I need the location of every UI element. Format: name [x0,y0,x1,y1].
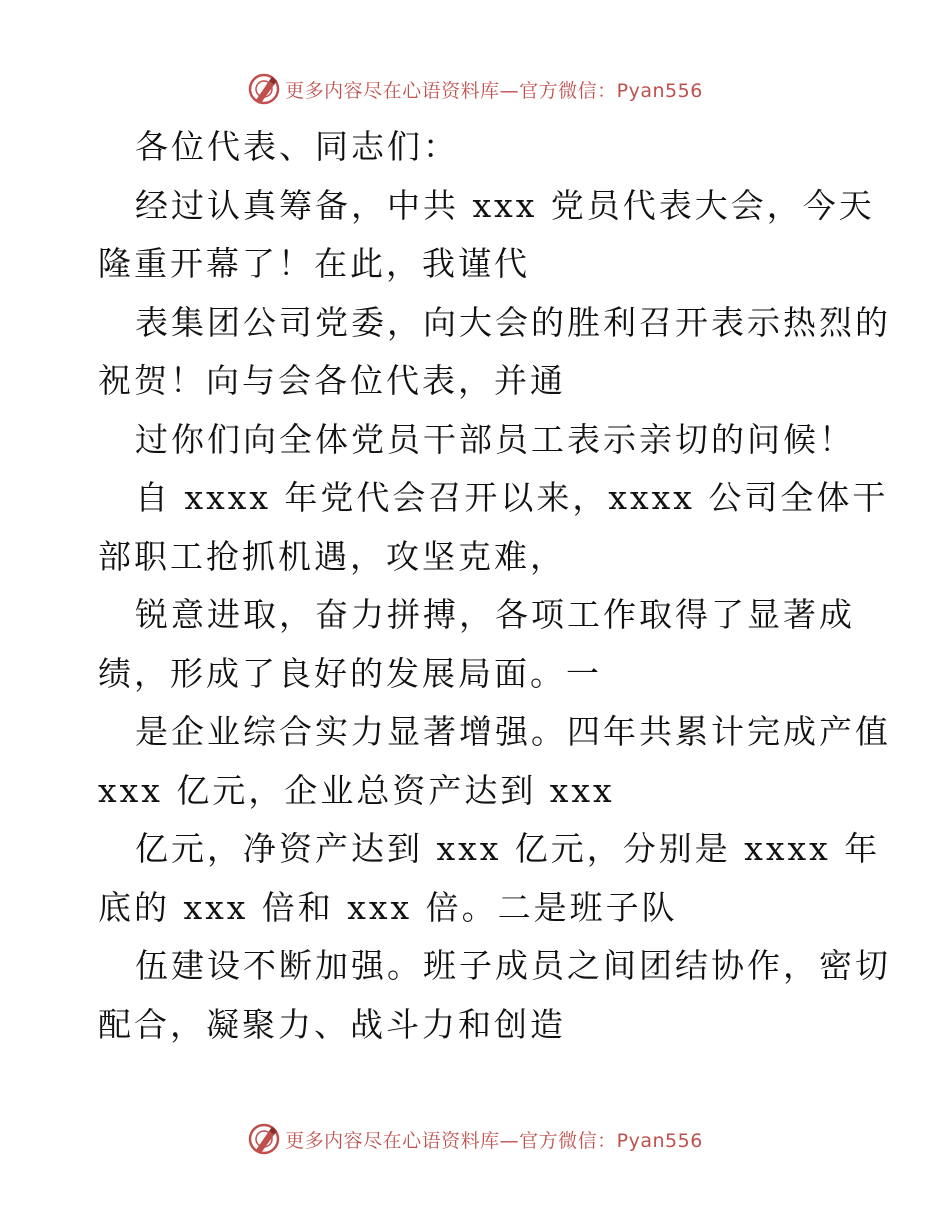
body-line: 各位代表、同志们： [135,127,459,166]
body-line: 表集团公司党委，向大会的胜利召开表示热烈的 [135,302,891,342]
body-line: 是企业综合实力显著增强。四年共累计完成产值 [135,712,891,751]
footer-watermark [0,1122,950,1156]
body-line: 自 xxxx 年党代会召开以来，xxxx 公司全体干 [135,478,889,517]
header-watermark-text: 更多内容尽在心语资料库—官方微信：Pyan556 [285,79,703,102]
footer-watermark-text: 更多内容尽在心语资料库—官方微信：Pyan556 [285,1129,703,1152]
pen-logo-icon [247,72,281,106]
body-line: 绩，形成了良好的发展局面。一 [98,653,602,693]
header-watermark [0,72,950,106]
body-line: 锐意进取，奋力拼搏，各项工作取得了显著成 [135,595,855,634]
body-line: 配合，凝聚力、战斗力和创造 [98,1004,566,1044]
body-line: 祝贺！向与会各位代表，并通 [98,361,566,400]
body-line: 隆重开幕了！在此，我谨代 [98,244,530,283]
body-line: 过你们向全体党员干部员工表示亲切的问候！ [135,419,855,459]
body-line: 底的 xxx 倍和 xxx 倍。二是班子队 [98,887,678,927]
body-line: 亿元，净资产达到 xxx 亿元，分别是 xxxx 年 [135,829,881,868]
body-line: 部职工抢抓机遇，攻坚克难， [98,536,566,576]
body-line: 经过认真筹备，中共 xxx 党员代表大会，今天 [135,185,875,225]
pen-logo-icon [247,1122,281,1156]
document-body [98,118,891,1054]
body-line: xxx 亿元，企业总资产达到 xxx [98,770,615,810]
body-line: 伍建设不断加强。班子成员之间团结协作，密切 [135,946,891,985]
